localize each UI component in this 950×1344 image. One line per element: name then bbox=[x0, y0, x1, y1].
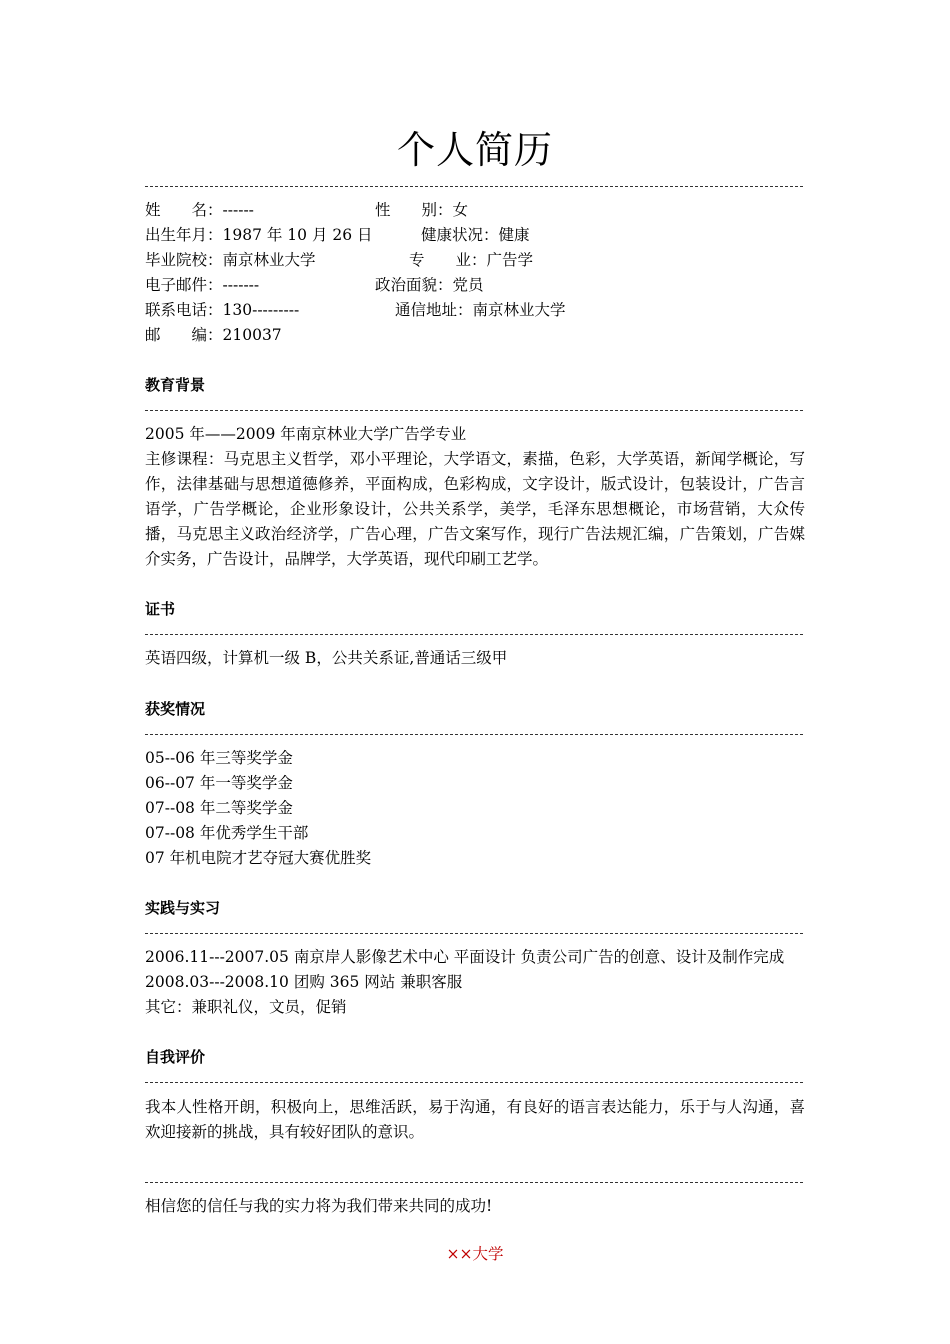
self-evaluation-divider bbox=[145, 1082, 803, 1083]
profile-major: 专 业：广告学 bbox=[409, 251, 534, 269]
title-divider bbox=[145, 186, 803, 187]
education-courses: 主修课程：马克思主义哲学，邓小平理论，大学语文，素描，色彩，大学英语，新闻学概论，写作，法律基础与思想道德修养，平面构成，色彩构成，文字设计，版式设计，包装设计，广告言语学，广告学概论，企业形象设计，公共关系学，美学，毛泽东思想概论，市场营销，大众传播，马克思主义政治经济学，广告心理，广告文案写作，现行广告法规汇编，广告策划，广告媒介实务，广告设计，品牌学，大学英语，现代印刷工艺学。 bbox=[145, 450, 805, 568]
practice-divider bbox=[145, 933, 803, 934]
award-item: 07--08 年优秀学生干部 bbox=[145, 824, 309, 842]
profile-birth: 出生年月：1987 年 10 月 26 日 bbox=[145, 226, 373, 244]
self-evaluation-heading: 自我评价 bbox=[145, 1048, 206, 1066]
practice-item: 其它：兼职礼仪，文员，促销 bbox=[145, 998, 347, 1016]
profile-gender: 性 别：女 bbox=[375, 201, 469, 219]
awards-divider bbox=[145, 734, 803, 735]
profile-phone: 联系电话：130--------- bbox=[145, 301, 300, 319]
closing-text: 相信您的信任与我的实力将为我们带来共同的成功! bbox=[145, 1197, 493, 1215]
education-divider bbox=[145, 410, 803, 411]
profile-name: 姓 名：------ bbox=[145, 201, 254, 219]
awards-heading: 获奖情况 bbox=[145, 700, 206, 718]
profile-postcode: 邮 编：210037 bbox=[145, 326, 282, 344]
profile-email: 电子邮件：------- bbox=[145, 276, 260, 294]
certificates-heading: 证书 bbox=[145, 600, 176, 618]
award-item: 06--07 年一等奖学金 bbox=[145, 774, 293, 792]
award-item: 07--08 年二等奖学金 bbox=[145, 799, 293, 817]
footer-university: ××大学 bbox=[446, 1245, 504, 1263]
education-heading: 教育背景 bbox=[145, 376, 206, 394]
practice-item: 2006.11---2007.05 南京岸人影像艺术中心 平面设计 负责公司广告的创意、设计及制作完成 bbox=[145, 948, 785, 966]
closing-divider bbox=[145, 1182, 803, 1183]
self-evaluation-text: 我本人性格开朗，积极向上，思维活跃，易于沟通，有良好的语言表达能力，乐于与人沟通，喜欢迎接新的挑战，具有较好团队的意识。 bbox=[145, 1098, 805, 1141]
certificates-divider bbox=[145, 634, 803, 635]
profile-school: 毕业院校：南京林业大学 bbox=[145, 251, 316, 269]
page-title: 个人简历 bbox=[396, 128, 553, 172]
practice-heading: 实践与实习 bbox=[145, 899, 221, 917]
certificates-text: 英语四级，计算机一级 B，公共关系证,普通话三级甲 bbox=[145, 649, 508, 667]
award-item: 07 年机电院才艺夺冠大赛优胜奖 bbox=[145, 849, 372, 867]
profile-address: 通信地址：南京林业大学 bbox=[395, 301, 566, 319]
award-item: 05--06 年三等奖学金 bbox=[145, 749, 293, 767]
profile-politics: 政治面貌：党员 bbox=[375, 276, 484, 294]
education-period: 2005 年——2009 年南京林业大学广告学专业 bbox=[145, 425, 467, 443]
practice-item: 2008.03---2008.10 团购 365 网站 兼职客服 bbox=[145, 973, 463, 991]
profile-health: 健康状况：健康 bbox=[421, 226, 530, 244]
